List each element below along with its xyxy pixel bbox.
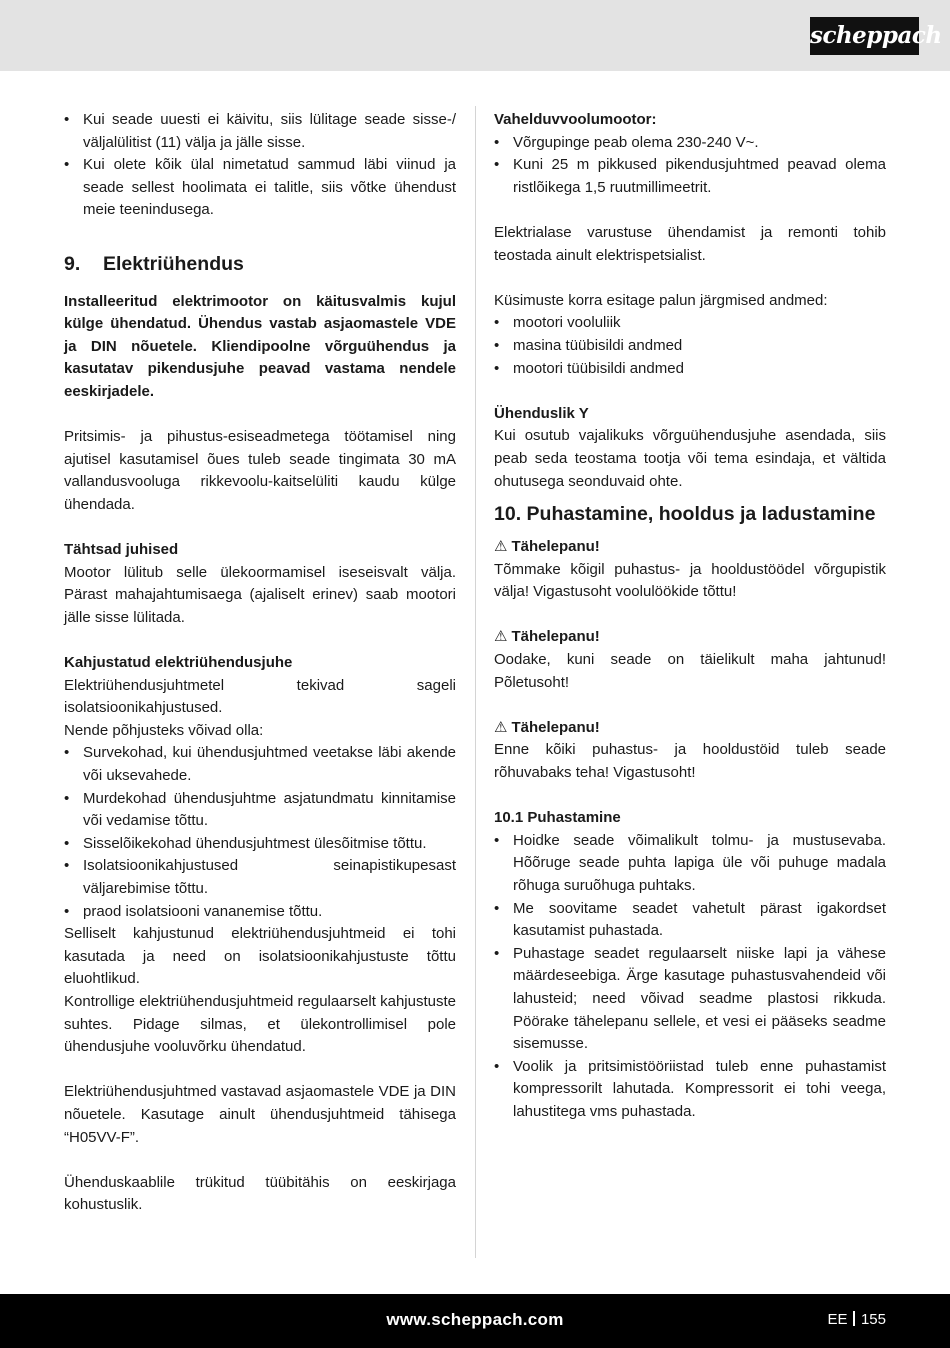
y-connection-heading: Ühenduslik Y [494,404,589,422]
page-indicator [827,1311,886,1328]
list-item: • Kui olete kõik ülal nimetatud sammud läbi viinud ja seade sellest hoolimata ei talitle, siis võtke ühendust meie teenindusega. [64,154,456,222]
cleaning-list [494,830,886,1124]
list-item: • praod isolatsiooni vananemise tõttu. [64,901,456,924]
section-title: Elektriühendus [103,252,244,275]
damage-causes-intro: Nende põhjusteks võivad olla: [64,721,264,739]
list-item: • Kui seade uuesti ei käivitu, siis lülitage seade sisse-/ väljalülitist (11) välja ja jälle sisse. [64,109,456,154]
warning-paragraph: Oodake, kuni seade on täielikult maha jahtunud! Põletusoht! [494,651,886,691]
left-column [64,109,456,1217]
list-item: • Survekohad, kui ühendusjuhtmed veetakse läbi akende või uksevahede. [64,742,456,787]
damage-causes-list [64,742,456,923]
connection-intro-paragraph: Installeeritud elektrimootor on käitusvalmis kujul külge ühendatud. Ühendus vastab asjaomastele VDE ja DIN nõuetele. Kliendipoolne võrguühendus ja kasutatav pikendusjuhe peavad vastama nendele eeskirjadele. [64,292,456,400]
list-item: • masina tüübisildi andmed [494,335,886,358]
scheppach-logo: scheppach [810,17,919,55]
important-notes-paragraph: Mootor lülitub selle ülekoormamisel iseseisvalt välja. Pärast mahajahtumisaega (ajaliselt erinev) saab mootori jälle sisse lülitada. [64,563,456,626]
damaged-cable-heading: Kahjustatud elektriühendusjuhe [64,654,293,672]
ac-motor-list [494,132,886,200]
list-item: • Kuni 25 m pikkused pikendusjuhtmed peavad olema ristlõikega 1,5 ruutmillimeetrit. [494,154,886,199]
list-item: • Võrgupinge peab olema 230-240 V~. [494,132,886,155]
damaged-cable-paragraph: Elektriühendusjuhtmetel tekivad sageli isolatsioonikahjustused. [64,676,456,717]
page-number: 155 [860,1311,886,1328]
language-code: EE [827,1311,848,1328]
list-item: • Puhastage seadet regulaarselt niiske lapi ja vähese määrdeseebiga. Ärge kasutage puhastusvahendeid või lahusteid; need võivad seadme plastosi rikkuda. Pöörake tähelepanu sellele, et vesi ei pääseks seadme sisemusse. [494,943,886,1056]
column-divider [475,106,476,1258]
list-item: • Murdekohad ühendusjuhtme asjatundmatu kinnitamise või vedamise tõttu. [64,788,456,833]
section-title: Puhastamine, hooldus ja ladustamine [526,503,876,526]
list-item: • mootori tüübisildi andmed [494,358,886,381]
electrician-paragraph: Elektrialase varustuse ühendamist ja remonti tohib teostada ainult elektrispetsialist. [494,223,886,264]
list-item: • Sisselõikekohad ühendusjuhtmest ülesõitmise tõttu. [64,833,456,856]
warning-heading [494,536,886,559]
list-item: • Me soovitame seadet vahetult pärast igakordset kasutamist puhastada. [494,898,886,943]
warning-heading [494,717,886,740]
list-item: • Voolik ja pritsimistööriistad tuleb enne puhastamist kompressorilt lahutada. Kompressorit ei tohi veega, lahustitega vms puhastada. [494,1056,886,1124]
list-item: • Hoidke seade võimalikult tolmu- ja mustusevaba. Hõõruge seade puhta lapiga üle või puhuge madala rõhuga suruõhuga puhtaks. [494,830,886,898]
type-marking-paragraph: Ühenduskaablile trükitud tüübitähis on eeskirjaga kohustuslik. [64,1173,456,1214]
list-item: • mootori vooluliik [494,312,886,335]
page-header [0,0,950,71]
cable-standard-paragraph: Elektriühendusjuhtmed vastavad asjaomastele VDE ja DIN nõuetele. Kasutage ainult ühendusjuhtmeid tähisega “H05VV-F”. [64,1083,456,1146]
important-notes-heading: Tähtsad juhised [64,541,179,559]
questions-paragraph: Küsimuste korra esitage palun järgmised andmed: [494,291,828,309]
intro-bullet-list [64,109,456,222]
inspection-paragraph: Kontrollige elektriühendusjuhtmeid regulaarselt kahjustuste suhtes. Pidage silmas, et ülekontrollimisel pole ühendusjuhe vooluvõrku ühendatud. [64,992,456,1056]
ac-motor-heading: Vahelduvvoolumootor: [494,111,657,128]
list-item: • Isolatsioonikahjustused seinapistikupesast väljarebimise tõttu. [64,855,456,900]
y-connection-paragraph: Kui osutub vajalikuks võrguühendusjuhe asendada, siis peab seda teostama tootja või tema esindaja, et vältida ohutusega seonduvaid ohte. [494,427,886,490]
section-10-heading [494,502,886,526]
warning-label: Tähelepanu! [511,628,600,646]
section-number: 9. [64,252,81,275]
warning-icon: ⚠ [494,628,508,646]
right-column [494,109,886,1124]
section-9-heading [64,252,456,276]
website-link[interactable]: www.scheppach.com [386,1310,564,1329]
warning-icon: ⚠ [494,538,508,556]
warning-paragraph: Enne kõiki puhastus- ja hooldustöid tuleb seade rõhuvabaks teha! Vigastusoht! [494,741,886,782]
warning-label: Tähelepanu! [511,718,600,736]
warning-heading [494,626,886,649]
page-footer [0,1294,950,1348]
warning-paragraph: Tõmmake kõigil puhastus- ja hooldustöödel võrgupistik välja! Vigastusoht voolulöökide tõttu! [494,560,886,601]
rcd-paragraph: Pritsimis- ja pihustus-esiseadmetega töötamisel ning ajutisel kasutamisel õues tuleb seade tingimata 30 mA vallandusvooluga rikkevoolu-kaitselüliti kaudu külge ühendada. [64,428,456,513]
warning-label: Tähelepanu! [511,538,600,556]
cleaning-subheading: 10.1 Puhastamine [494,809,621,827]
questions-list [494,312,886,380]
section-number: 10. [494,503,522,526]
warning-icon: ⚠ [494,718,508,736]
damaged-danger-paragraph: Selliselt kahjustunud elektriühendusjuhtmeid ei tohi kasutada ja need on isolatsioonikahjustuste tõttu eluohtlikud. [64,925,456,988]
